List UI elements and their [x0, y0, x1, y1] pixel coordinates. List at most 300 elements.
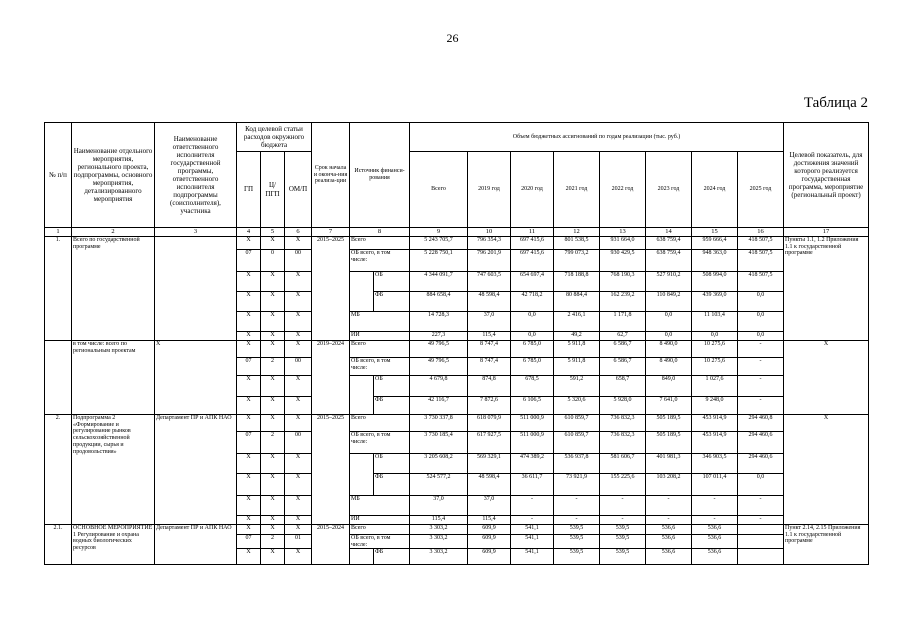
header-term: Срок начала и оконча-ния реализа-ции	[312, 123, 350, 228]
row-executor: X	[155, 341, 237, 415]
value-cell: 768 190,3	[600, 272, 646, 292]
code-gp: X	[237, 474, 261, 496]
value-cell: 591,2	[554, 376, 600, 397]
column-number: 17	[784, 228, 869, 237]
value-cell: 49 796,5	[410, 341, 468, 358]
value-cell: 8 490,0	[646, 341, 692, 358]
source-cell: Всего	[350, 237, 410, 250]
value-cell: 3 730 337,8	[410, 415, 468, 432]
code-gp: X	[237, 292, 261, 312]
source-indent	[350, 376, 374, 397]
column-number: 5	[261, 228, 285, 237]
value-cell: 10 275,6	[692, 341, 738, 358]
value-cell: -	[738, 376, 784, 397]
value-cell: 959 666,4	[692, 237, 738, 250]
value-cell: 539,5	[554, 525, 600, 535]
column-number: 4	[237, 228, 261, 237]
code-om: X	[285, 312, 312, 332]
value-cell: 453 914,9	[692, 415, 738, 432]
value-cell: -	[600, 496, 646, 516]
table-row	[45, 525, 869, 535]
value-cell: 948 363,0	[692, 250, 738, 272]
value-cell: 617 927,5	[468, 432, 511, 454]
code-gp: X	[237, 312, 261, 332]
value-cell: 536,6	[646, 525, 692, 535]
value-cell: 884 658,4	[410, 292, 468, 312]
value-cell: 536,6	[692, 535, 738, 549]
value-cell: 541,1	[511, 535, 554, 549]
code-gp: X	[237, 454, 261, 474]
value-cell: 658,7	[600, 376, 646, 397]
value-cell: 508 994,0	[692, 272, 738, 292]
value-cell: 8 747,4	[468, 341, 511, 358]
code-pgp: X	[261, 454, 285, 474]
value-cell: 4 679,8	[410, 376, 468, 397]
value-cell: 799 073,2	[554, 250, 600, 272]
value-cell: 453 914,9	[692, 432, 738, 454]
value-cell: 536 937,8	[554, 454, 600, 474]
code-pgp: 2	[261, 535, 285, 549]
row-name: в том числе: всего по региональным проектам	[72, 341, 155, 415]
code-om: X	[285, 415, 312, 432]
value-cell: 5 243 705,7	[410, 237, 468, 250]
column-number: 11	[511, 228, 554, 237]
value-cell: 539,5	[554, 549, 600, 565]
value-cell: 697 415,6	[511, 250, 554, 272]
value-cell: 474 389,2	[511, 454, 554, 474]
value-cell: 439 369,0	[692, 292, 738, 312]
value-cell: 7 641,0	[646, 397, 692, 415]
code-gp: X	[237, 376, 261, 397]
row-target: Пункт 2.14, 2.15 Приложения 1.1 к государственной программе	[784, 525, 869, 565]
value-cell: 37,0	[468, 312, 511, 332]
value-cell: 0,0	[738, 292, 784, 312]
code-pgp: 2	[261, 358, 285, 376]
value-cell: 539,5	[554, 535, 600, 549]
source-cell: МБ	[350, 496, 410, 516]
value-cell: 610 859,7	[554, 415, 600, 432]
source-cell: ИИ	[350, 516, 410, 525]
value-cell: 0,0	[646, 332, 692, 341]
value-cell: 511 000,9	[511, 415, 554, 432]
value-cell: 736 832,3	[600, 415, 646, 432]
value-cell	[738, 535, 784, 549]
value-cell: 294 460,6	[738, 454, 784, 474]
value-cell: 849,0	[646, 376, 692, 397]
source-sub: ОБ	[374, 454, 410, 474]
value-cell: -	[692, 516, 738, 525]
value-cell: 569 329,1	[468, 454, 511, 474]
code-pgp: X	[261, 237, 285, 250]
code-om: X	[285, 549, 312, 565]
value-cell: 541,1	[511, 549, 554, 565]
header-gp: ГП	[237, 152, 261, 228]
code-pgp: X	[261, 341, 285, 358]
value-cell: 49 796,5	[410, 358, 468, 376]
source-indent	[350, 292, 374, 312]
code-om: X	[285, 525, 312, 535]
column-number: 1	[45, 228, 72, 237]
code-pgp: X	[261, 332, 285, 341]
value-cell: 115,4	[410, 516, 468, 525]
source-sub: ОБ	[374, 272, 410, 292]
source-sub: ФБ	[374, 549, 410, 565]
value-cell: 697 415,6	[511, 237, 554, 250]
value-cell: 930 429,5	[600, 250, 646, 272]
column-number: 12	[554, 228, 600, 237]
value-cell: 294 460,8	[738, 415, 784, 432]
value-cell: 6 785,0	[511, 358, 554, 376]
value-cell: 42 718,2	[511, 292, 554, 312]
value-cell: 536,6	[692, 525, 738, 535]
header-om: ОМ/П	[285, 152, 312, 228]
value-cell: 6 106,5	[511, 397, 554, 415]
code-pgp: X	[261, 525, 285, 535]
source-indent	[350, 454, 374, 474]
value-cell: 3 303,2	[410, 525, 468, 535]
value-cell: 511 000,9	[511, 432, 554, 454]
header-name: Наименование отдельного мероприятия, регионального проекта, подпрограммы, основного мероприятия, детализированного мероприятия	[72, 123, 155, 228]
code-gp: X	[237, 525, 261, 535]
value-cell: 418 507,5	[738, 237, 784, 250]
value-cell: 227,3	[410, 332, 468, 341]
value-cell: 5 911,8	[554, 358, 600, 376]
row-executor: Департамент ПР и АПК НАО	[155, 415, 237, 525]
value-cell: 0,0	[511, 332, 554, 341]
value-cell: 115,4	[468, 332, 511, 341]
source-sub: ФБ	[374, 397, 410, 415]
header-2024: 2024 год	[692, 152, 738, 228]
table-row	[45, 415, 869, 432]
value-cell: 5 320,6	[554, 397, 600, 415]
column-number: 7	[312, 228, 350, 237]
value-cell	[738, 525, 784, 535]
value-cell: 505 189,5	[646, 415, 692, 432]
row-name: Подпрограмма 2 «Формирование и регулирование рынков сельскохозяйственной продукции, сырья и продовольствия»	[72, 415, 155, 525]
value-cell: -	[738, 397, 784, 415]
column-number-row	[45, 228, 869, 237]
value-cell: 48 598,4	[468, 292, 511, 312]
value-cell: 539,5	[600, 535, 646, 549]
value-cell: 539,5	[600, 549, 646, 565]
code-pgp: X	[261, 415, 285, 432]
code-om: X	[285, 376, 312, 397]
header-2022: 2022 год	[600, 152, 646, 228]
table-body	[45, 237, 869, 565]
code-pgp: X	[261, 496, 285, 516]
value-cell: 37,0	[468, 496, 511, 516]
value-cell: -	[738, 496, 784, 516]
column-number: 9	[410, 228, 468, 237]
code-gp: X	[237, 272, 261, 292]
page-number: 26	[446, 31, 459, 45]
column-number: 6	[285, 228, 312, 237]
value-cell: 0,0	[738, 332, 784, 341]
code-om: X	[285, 292, 312, 312]
header-2020: 2020 год	[511, 152, 554, 228]
value-cell: 1 171,8	[600, 312, 646, 332]
source-cell: ОБ всего, в том числе:	[350, 432, 410, 454]
value-cell: 524 577,2	[410, 474, 468, 496]
code-om: X	[285, 516, 312, 525]
value-cell: -	[511, 496, 554, 516]
source-cell: ИИ	[350, 332, 410, 341]
code-pgp: X	[261, 397, 285, 415]
row-target: X	[784, 341, 869, 415]
value-cell: 610 859,7	[554, 432, 600, 454]
value-cell	[738, 549, 784, 565]
row-name: ОСНОВНОЕ МЕРОПРИЯТИЕ 1 Регулирование и охрана водных биологических ресурсов	[72, 525, 155, 565]
value-cell: 162 239,2	[600, 292, 646, 312]
value-cell: 42 116,7	[410, 397, 468, 415]
value-cell: -	[738, 341, 784, 358]
header-target: Целевой показатель, для достижения значений которого реализуется государственная программа, мероприятие (региональный проект)	[784, 123, 869, 228]
code-om: X	[285, 332, 312, 341]
source-cell: ОБ всего, в том числе:	[350, 535, 410, 549]
code-pgp: X	[261, 549, 285, 565]
value-cell: 5 911,8	[554, 341, 600, 358]
column-number: 16	[738, 228, 784, 237]
value-cell: 747 603,5	[468, 272, 511, 292]
code-pgp: X	[261, 474, 285, 496]
code-gp: X	[237, 397, 261, 415]
code-pgp: X	[261, 272, 285, 292]
code-pgp: X	[261, 376, 285, 397]
code-gp: X	[237, 341, 261, 358]
value-cell: 103 208,2	[646, 474, 692, 496]
value-cell: 874,8	[468, 376, 511, 397]
header-2025: 2025 год	[738, 152, 784, 228]
row-term: 2015–2025	[312, 237, 350, 341]
source-indent	[350, 474, 374, 496]
header-executor: Наименование ответственного исполнителя государственной программы, ответственного исполнителя подпрограммы (соисполнителя), участника	[155, 123, 237, 228]
value-cell: -	[738, 358, 784, 376]
value-cell: 73 921,9	[554, 474, 600, 496]
value-cell: -	[554, 496, 600, 516]
code-om: X	[285, 237, 312, 250]
source-indent	[350, 272, 374, 292]
code-pgp: 2	[261, 432, 285, 454]
value-cell: 8 747,4	[468, 358, 511, 376]
header-2023: 2023 год	[646, 152, 692, 228]
source-sub: ФБ	[374, 292, 410, 312]
value-cell: 931 664,0	[600, 237, 646, 250]
value-cell: 609,9	[468, 525, 511, 535]
value-cell: 654 697,4	[511, 272, 554, 292]
value-cell: 11 103,4	[692, 312, 738, 332]
value-cell: 49,2	[554, 332, 600, 341]
source-indent	[350, 397, 374, 415]
value-cell: 62,7	[600, 332, 646, 341]
value-cell: 581 606,7	[600, 454, 646, 474]
value-cell: 110 849,2	[646, 292, 692, 312]
value-cell: -	[511, 516, 554, 525]
value-cell: 107 011,4	[692, 474, 738, 496]
value-cell: 418 507,5	[738, 272, 784, 292]
value-cell: 9 248,0	[692, 397, 738, 415]
row-number: 2.1.	[45, 525, 72, 565]
budget-table	[44, 122, 869, 565]
code-gp: X	[237, 496, 261, 516]
value-cell: 536,6	[646, 549, 692, 565]
value-cell: 638 759,4	[646, 237, 692, 250]
value-cell: 736 832,3	[600, 432, 646, 454]
value-cell: 505 189,5	[646, 432, 692, 454]
value-cell: 536,6	[692, 549, 738, 565]
header-pgp: Ц/ПГП	[261, 152, 285, 228]
value-cell: -	[554, 516, 600, 525]
value-cell: 536,6	[646, 535, 692, 549]
value-cell: 4 344 091,7	[410, 272, 468, 292]
value-cell: -	[600, 516, 646, 525]
code-pgp: 0	[261, 250, 285, 272]
value-cell: 80 884,4	[554, 292, 600, 312]
code-om: 01	[285, 535, 312, 549]
header-2021: 2021 год	[554, 152, 600, 228]
value-cell: 37,0	[410, 496, 468, 516]
code-om: 00	[285, 250, 312, 272]
value-cell: 609,9	[468, 549, 511, 565]
column-number: 15	[692, 228, 738, 237]
value-cell: 0,0	[692, 332, 738, 341]
table-caption: Таблица 2	[803, 95, 868, 111]
value-cell: 7 872,6	[468, 397, 511, 415]
row-number: 2.	[45, 415, 72, 525]
header-code-group: Код целевой статьи расходов окружного бюджета	[237, 123, 312, 152]
code-om: X	[285, 341, 312, 358]
row-target: Пункты 1.1, 1.2 Приложения 1.1 к государственной программе	[784, 237, 869, 341]
code-om: X	[285, 474, 312, 496]
column-number: 13	[600, 228, 646, 237]
value-cell: 618 079,9	[468, 415, 511, 432]
row-executor: Департамент ПР и АПК НАО	[155, 525, 237, 565]
source-sub: ФБ	[374, 474, 410, 496]
value-cell: 1 027,6	[692, 376, 738, 397]
row-number: 1.	[45, 237, 72, 341]
value-cell: 0,0	[511, 312, 554, 332]
code-om: 00	[285, 432, 312, 454]
code-pgp: X	[261, 292, 285, 312]
column-number: 10	[468, 228, 511, 237]
source-cell: ОБ всего, в том числе:	[350, 358, 410, 376]
source-cell: Всего	[350, 341, 410, 358]
row-number	[45, 341, 72, 415]
table-row	[45, 341, 869, 358]
value-cell: 796 201,9	[468, 250, 511, 272]
value-cell: 796 354,3	[468, 237, 511, 250]
row-term: 2015–2025	[312, 415, 350, 525]
value-cell: 541,1	[511, 525, 554, 535]
value-cell: -	[738, 516, 784, 525]
code-gp: 07	[237, 250, 261, 272]
code-gp: X	[237, 332, 261, 341]
value-cell: 346 903,5	[692, 454, 738, 474]
source-cell: Всего	[350, 415, 410, 432]
value-cell: 3 205 608,2	[410, 454, 468, 474]
header-total: Всего	[410, 152, 468, 228]
value-cell: 638 759,4	[646, 250, 692, 272]
value-cell: 294 460,6	[738, 432, 784, 454]
table-row	[45, 237, 869, 250]
value-cell: 401 981,3	[646, 454, 692, 474]
value-cell: 0,0	[738, 312, 784, 332]
header-volume-group: Объем бюджетных ассигнований по годам реализации (тыс. руб.)	[410, 123, 784, 152]
source-sub: ОБ	[374, 376, 410, 397]
value-cell: 3 303,2	[410, 535, 468, 549]
column-number: 8	[350, 228, 410, 237]
value-cell: 2 416,1	[554, 312, 600, 332]
code-gp: X	[237, 415, 261, 432]
code-om: 00	[285, 358, 312, 376]
table-header	[45, 123, 869, 237]
code-pgp: X	[261, 516, 285, 525]
value-cell: -	[646, 516, 692, 525]
header-num: № п/п	[45, 123, 72, 228]
value-cell: 418 507,5	[738, 250, 784, 272]
value-cell: 3 303,2	[410, 549, 468, 565]
code-om: X	[285, 397, 312, 415]
value-cell: -	[646, 496, 692, 516]
row-target: X	[784, 415, 869, 525]
code-gp: X	[237, 549, 261, 565]
code-gp: 07	[237, 535, 261, 549]
row-executor	[155, 237, 237, 341]
value-cell: 801 538,5	[554, 237, 600, 250]
code-om: X	[285, 454, 312, 474]
value-cell: 678,5	[511, 376, 554, 397]
code-om: X	[285, 272, 312, 292]
value-cell: 48 598,4	[468, 474, 511, 496]
column-number: 2	[72, 228, 155, 237]
value-cell: 6 586,7	[600, 358, 646, 376]
value-cell: 0,0	[738, 474, 784, 496]
column-number: 3	[155, 228, 237, 237]
value-cell: 115,4	[468, 516, 511, 525]
code-gp: 07	[237, 358, 261, 376]
value-cell: 10 275,6	[692, 358, 738, 376]
code-gp: X	[237, 516, 261, 525]
value-cell: -	[692, 496, 738, 516]
header-source: Источник финанси-рования	[350, 123, 410, 228]
value-cell: 6 586,7	[600, 341, 646, 358]
value-cell: 539,5	[600, 525, 646, 535]
row-name: Всего по государственной программе	[72, 237, 155, 341]
value-cell: 609,9	[468, 535, 511, 549]
source-cell: Всего	[350, 525, 410, 535]
value-cell: 6 785,0	[511, 341, 554, 358]
value-cell: 3 730 185,4	[410, 432, 468, 454]
value-cell: 14 728,3	[410, 312, 468, 332]
code-gp: X	[237, 237, 261, 250]
value-cell: 527 910,2	[646, 272, 692, 292]
column-number: 14	[646, 228, 692, 237]
code-gp: 07	[237, 432, 261, 454]
code-om: X	[285, 496, 312, 516]
value-cell: 155 225,6	[600, 474, 646, 496]
row-term: 2019–2024	[312, 341, 350, 415]
row-term: 2015–2024	[312, 525, 350, 565]
value-cell: 5 928,0	[600, 397, 646, 415]
source-cell: МБ	[350, 312, 410, 332]
value-cell: 718 188,8	[554, 272, 600, 292]
value-cell: 36 611,7	[511, 474, 554, 496]
value-cell: 5 228 750,1	[410, 250, 468, 272]
value-cell: 8 490,0	[646, 358, 692, 376]
source-indent	[350, 549, 374, 565]
header-2019: 2019 год	[468, 152, 511, 228]
source-cell: ОБ всего, в том числе:	[350, 250, 410, 272]
value-cell: 0,0	[646, 312, 692, 332]
